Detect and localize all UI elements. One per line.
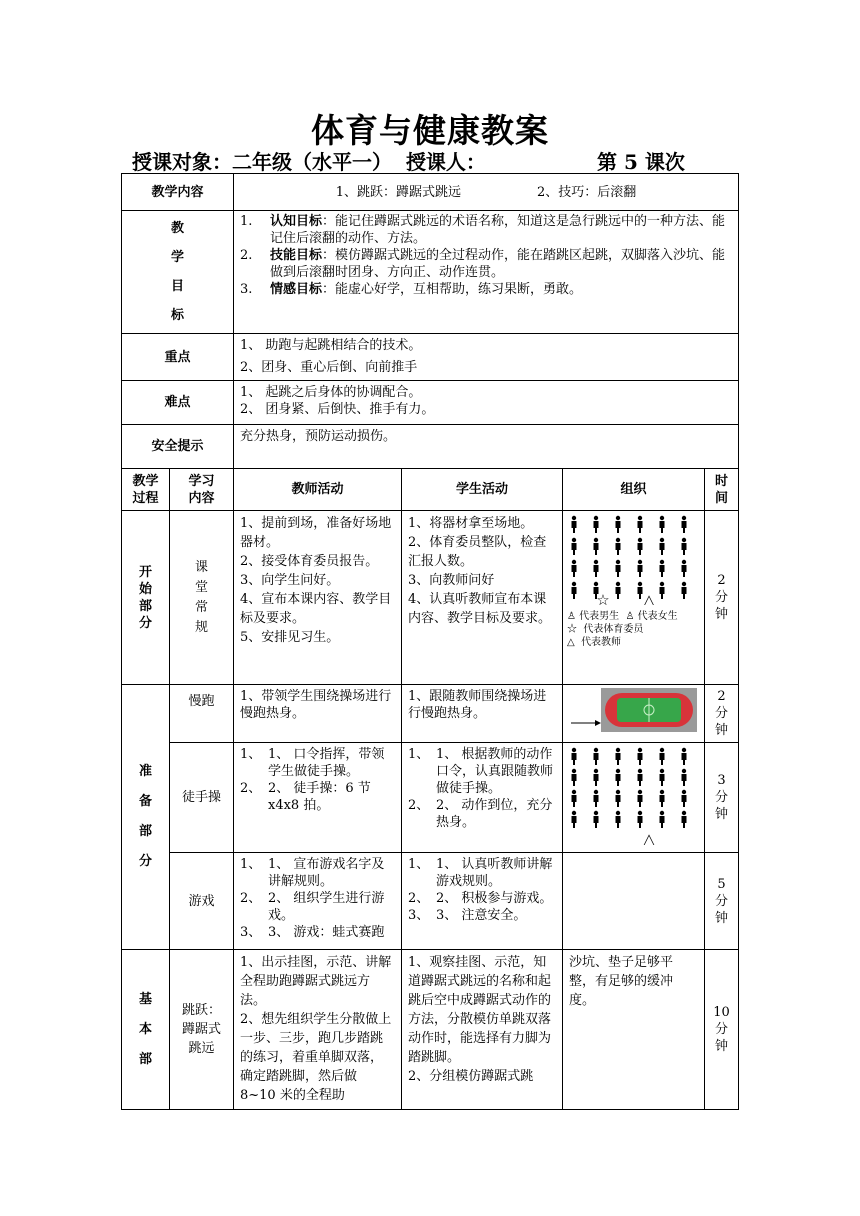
row-difficult bbox=[122, 381, 739, 425]
main-student: 1、观察挂图、示范，知道蹲踞式跳远的名称和起跳后空中成蹲踞式动作的方法，分散模仿单跳双落动作时，能选择有力脚为踏跳脚。 2、分组模仿蹲踞式跳 bbox=[402, 950, 563, 1110]
goals-label: 教 学 目 标 bbox=[122, 211, 234, 334]
game-content: 游戏 bbox=[170, 853, 234, 950]
star-icon: ☆ bbox=[567, 624, 577, 635]
student-figure-icon bbox=[682, 769, 687, 786]
section-main-row bbox=[122, 950, 739, 1110]
student-figure-icon bbox=[594, 538, 599, 555]
teacher-triangle-icon: △ bbox=[643, 591, 655, 605]
subtitle bbox=[132, 146, 685, 175]
goal-2: 2. 技能目标：模仿蹲踞式跳远的全过程动作，能在踏跳区起跳，双脚落入沙坑、能做到后滚翻时团身、方向正、动作连贯。 bbox=[240, 248, 726, 280]
difficult-label: 难点 bbox=[122, 381, 234, 425]
student-figure-icon bbox=[616, 769, 621, 786]
header-org: 组织 bbox=[563, 469, 705, 511]
section-prep-exercise-row bbox=[122, 743, 739, 853]
target-and-teacher: 授课对象：二年级（水平一） 授课人： bbox=[132, 150, 486, 174]
jog-org bbox=[563, 685, 705, 743]
game-time: 5 分 钟 bbox=[705, 853, 739, 950]
student-figure-icon bbox=[638, 811, 643, 828]
student-figure-icon bbox=[616, 538, 621, 555]
difficult-value: 1、 起跳之后身体的协调配合。 2、 团身紧、后倒快、推手有力。 bbox=[234, 381, 739, 425]
student-figure-icon bbox=[682, 516, 687, 533]
page-title: 体育与健康教案 bbox=[311, 111, 549, 150]
student-figure-icon bbox=[638, 538, 643, 555]
jog-content: 慢跑 bbox=[170, 685, 234, 743]
main-label: 基 本 部 bbox=[122, 950, 170, 1110]
student-figure-icon bbox=[682, 560, 687, 577]
section-prep-jog-row bbox=[122, 685, 739, 743]
header-time: 时 间 bbox=[705, 469, 739, 511]
section-start-row bbox=[122, 511, 739, 685]
student-figure-icon bbox=[638, 790, 643, 807]
student-figure-icon bbox=[616, 748, 621, 765]
start-time: 2 分 钟 bbox=[705, 511, 739, 685]
jog-teacher: 1、带领学生围绕操场进行慢跑热身。 bbox=[234, 685, 402, 743]
main-org: 沙坑、垫子足够平整，有足够的缓冲度。 bbox=[563, 950, 705, 1110]
formation-diagram bbox=[567, 513, 697, 605]
student-figure-icon bbox=[572, 769, 577, 786]
exercise-content: 徒手操 bbox=[170, 743, 234, 853]
student-figure-icon bbox=[594, 811, 599, 828]
student-figure-icon bbox=[638, 748, 643, 765]
safety-label: 安全提示 bbox=[122, 425, 234, 469]
female-icon: ♙ bbox=[625, 611, 635, 622]
row-content bbox=[122, 174, 739, 211]
header-teacher: 教师活动 bbox=[234, 469, 402, 511]
lesson-number: 第 5 课次 bbox=[597, 150, 685, 174]
header-student: 学生活动 bbox=[402, 469, 563, 511]
content-value: 1、跳跃：蹲踞式跳远 2、技巧：后滚翻 bbox=[234, 174, 739, 211]
student-figure-icon bbox=[660, 516, 665, 533]
student-figure-icon bbox=[594, 516, 599, 533]
main-teacher: 1、出示挂图，示范、讲解全程助跑蹲踞式跳远方法。 2、想先组织学生分散做上一步、三步，跑几步踏跳的练习，着重单脚双落，确定踏跳脚，然后做 8~10 米的全程助 bbox=[234, 950, 402, 1110]
exercise-teacher: 1、 1、 口令指挥，带领学生做徒手操。 2、 2、 徒手操：6 节 x4x8 拍。 bbox=[234, 743, 402, 853]
goal-3: 3. 情感目标：能虚心好学，互相帮助，练习果断，勇敢。 bbox=[240, 282, 583, 297]
header-process: 教学 过程 bbox=[122, 469, 170, 511]
content-label: 教学内容 bbox=[122, 174, 234, 211]
student-figure-icon bbox=[594, 790, 599, 807]
student-figure-icon bbox=[638, 769, 643, 786]
header-content: 学习 内容 bbox=[170, 469, 234, 511]
start-content: 课 堂 常 规 bbox=[170, 511, 234, 685]
student-figure-icon bbox=[638, 560, 643, 577]
row-key bbox=[122, 334, 739, 381]
student-figure-icon bbox=[572, 582, 577, 599]
student-figure-icon bbox=[682, 748, 687, 765]
row-safety bbox=[122, 425, 739, 469]
start-student: 1、将器材拿至场地。 2、体育委员整队，检查汇报人数。 3、向教师问好 4、认真听教师宣布本课内容、教学目标及要求。 bbox=[402, 511, 563, 685]
jog-time: 2 分 钟 bbox=[705, 685, 739, 743]
activity-header-row bbox=[122, 469, 739, 511]
start-org bbox=[563, 511, 705, 685]
student-figure-icon bbox=[660, 790, 665, 807]
game-teacher: 1、 1、 宣布游戏名字及讲解规则。 2、 2、 组织学生进行游戏。 3、 3、 游戏：蛙式赛跑 bbox=[234, 853, 402, 950]
row-goals bbox=[122, 211, 739, 334]
running-track-diagram bbox=[565, 687, 701, 735]
student-figure-icon bbox=[682, 811, 687, 828]
student-figure-icon bbox=[572, 811, 577, 828]
key-label: 重点 bbox=[122, 334, 234, 381]
student-figure-icon bbox=[572, 538, 577, 555]
student-figure-icon bbox=[660, 811, 665, 828]
student-figure-icon bbox=[660, 560, 665, 577]
formation-legend: ♙ 代表男生 ♙ 代表女生 ☆ 代表体育委员 △ 代表教师 bbox=[567, 611, 678, 648]
student-figure-icon bbox=[616, 582, 621, 599]
student-figure-icon bbox=[594, 769, 599, 786]
main-time: 10 分 钟 bbox=[705, 950, 739, 1110]
student-figure-icon bbox=[616, 560, 621, 577]
student-figure-icon bbox=[616, 790, 621, 807]
student-figure-icon bbox=[638, 516, 643, 533]
game-org bbox=[563, 853, 705, 950]
student-figure-icon bbox=[660, 748, 665, 765]
start-label: 开 始 部 分 bbox=[122, 511, 170, 685]
exercise-formation-diagram bbox=[567, 745, 697, 845]
student-figure-icon bbox=[616, 516, 621, 533]
student-figure-icon bbox=[572, 516, 577, 533]
teacher-triangle-icon: △ bbox=[643, 830, 655, 845]
exercise-org bbox=[563, 743, 705, 853]
student-figure-icon bbox=[594, 560, 599, 577]
triangle-icon: △ bbox=[567, 637, 575, 648]
start-teacher: 1、提前到场，准备好场地器材。 2、接受体育委员报告。 3、向学生问好。 4、宣布本课内容、教学目标及要求。 5、安排见习生。 bbox=[234, 511, 402, 685]
student-figure-icon bbox=[638, 582, 643, 599]
student-figure-icon bbox=[572, 748, 577, 765]
exercise-student: 1、 1、 根据教师的动作口令，认真跟随教师做徒手操。 2、 2、 动作到位，充分热身。 bbox=[402, 743, 563, 853]
committee-star-icon: ☆ bbox=[596, 591, 610, 605]
goal-1: 1. 认知目标：能记住蹲踞式跳远的术语名称，知道这是急行跳远中的一种方法、能记住后滚翻的动作、方法。 bbox=[240, 214, 726, 246]
section-prep-game-row bbox=[122, 853, 739, 950]
student-figure-icon bbox=[682, 582, 687, 599]
main-content: 跳跃：蹲踞式跳远 bbox=[170, 950, 234, 1110]
student-figure-icon bbox=[572, 790, 577, 807]
goals-list bbox=[234, 211, 739, 334]
student-figure-icon bbox=[682, 538, 687, 555]
exercise-time: 3 分 钟 bbox=[705, 743, 739, 853]
game-student: 1、 1、 认真听教师讲解游戏规则。 2、 2、 积极参与游戏。 3、 3、 注意安全。 bbox=[402, 853, 563, 950]
student-figure-icon bbox=[594, 748, 599, 765]
student-figure-icon bbox=[660, 538, 665, 555]
safety-value: 充分热身，预防运动损伤。 bbox=[234, 425, 739, 469]
jog-student: 1、跟随教师围绕操场进行慢跑热身。 bbox=[402, 685, 563, 743]
student-figure-icon bbox=[682, 790, 687, 807]
prep-label: 准 备 部 分 bbox=[122, 685, 170, 950]
lesson-plan-table bbox=[121, 173, 739, 1110]
male-icon: ♙ bbox=[567, 611, 576, 622]
student-figure-icon bbox=[660, 582, 665, 599]
key-value: 1、 助跑与起跳相结合的技术。 2、团身、重心后倒、向前推手 bbox=[234, 334, 739, 381]
student-figure-icon bbox=[660, 769, 665, 786]
student-figure-icon bbox=[572, 560, 577, 577]
student-figure-icon bbox=[616, 811, 621, 828]
